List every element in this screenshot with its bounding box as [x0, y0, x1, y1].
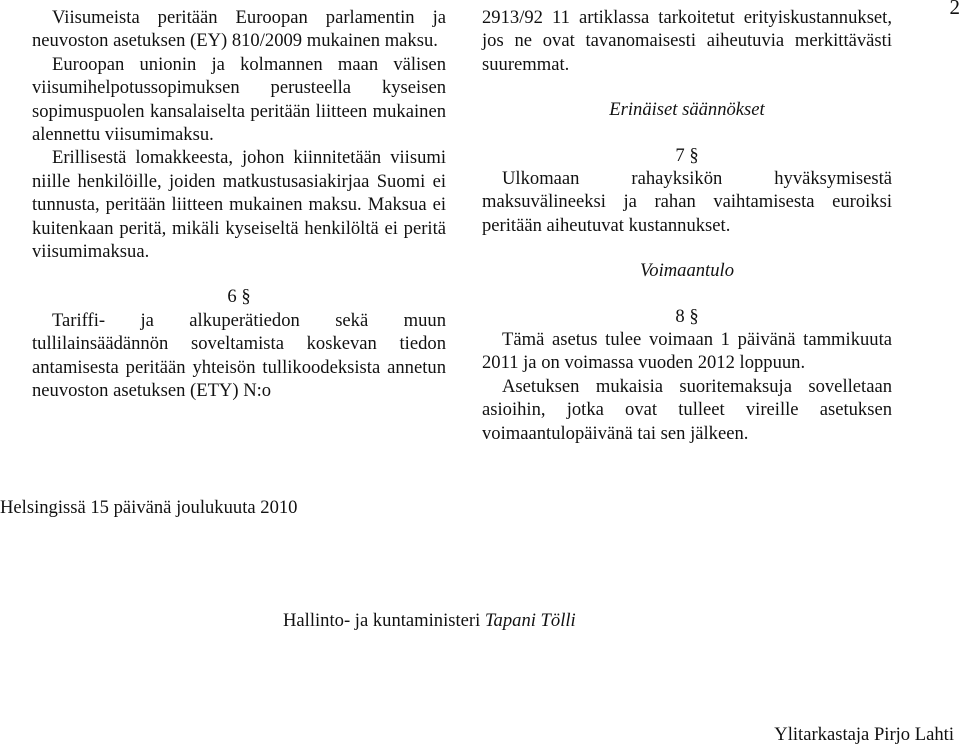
page-number: 2: [949, 0, 960, 19]
left-column: [32, 6, 446, 403]
minister-signature: [283, 609, 576, 633]
inspector-signature: Ylitarkastaja Pirjo Lahti: [774, 724, 954, 745]
section-6-heading: 6 §: [227, 286, 251, 308]
paragraph-continuation: 2913/92 11 artiklassa tarkoitetut erityiskustannukset, jos ne ovat tavanomaisesti aiheutuvia merkittävästi suuremmat.: [482, 7, 892, 75]
paragraph-currency: Ulkomaan rahayksikön hyväksymisestä maksuvälineeksi ja rahan vaihtamisesta euroiksi peritään aiheutuvat kustannukset.: [482, 168, 892, 236]
paragraph-separate-form: Erillisestä lomakkeesta, johon kiinnitetään viisumi niille henkilöille, joiden matkustusasiakirjaa Suomi ei tunnusta, peritään liitteen mukainen maksu. Maksua ei kuitenkaan peritä, mikäli kyseiseltä henkilöltä ei peritä viisumimaksua.: [32, 147, 446, 263]
paragraph-reduced-visa-fee: Euroopan unionin ja kolmannen maan välisen viisumihelpotussopimuksen perusteella kyseisen sopimuspuolen kansalaiselta peritään liitteen mukainen alennettu viisumimaksu.: [32, 53, 446, 146]
paragraph-application: Asetuksen mukaisia suoritemaksuja sovelletaan asioihin, jotka ovat tulleet vireille asetuksen voimaantulopäivänä tai sen jälkeen.: [482, 375, 892, 444]
paragraph-visa-fee: Viisumeista peritään Euroopan parlamentin ja neuvoston asetuksen (EY) 810/2009 mukainen maksu.: [32, 7, 446, 52]
section-7-heading: 7 §: [675, 144, 699, 166]
minister-name: Tapani Tölli: [484, 610, 576, 631]
heading-miscellaneous: Erinäiset säännökset: [609, 99, 765, 121]
section-8-heading: 8 §: [675, 305, 699, 327]
heading-entry-into-force: Voimaantulo: [639, 260, 734, 282]
paragraph-entry-into-force: Tämä asetus tulee voimaan 1 päivänä tammikuuta 2011 ja on voimassa vuoden 2012 loppuun.: [482, 329, 892, 374]
right-column: [482, 6, 892, 445]
minister-title: Hallinto- ja kuntaministeri: [283, 610, 481, 631]
place-and-date: Helsingissä 15 päivänä joulukuuta 2010: [0, 497, 298, 518]
paragraph-tariff-info: Tariffi- ja alkuperätiedon sekä muun tullilainsäädännön soveltamista koskevan tiedon antamisesta peritään yhteisön tullikoodeksista annetun neuvoston asetuksen (ETY) N:o: [32, 309, 446, 402]
